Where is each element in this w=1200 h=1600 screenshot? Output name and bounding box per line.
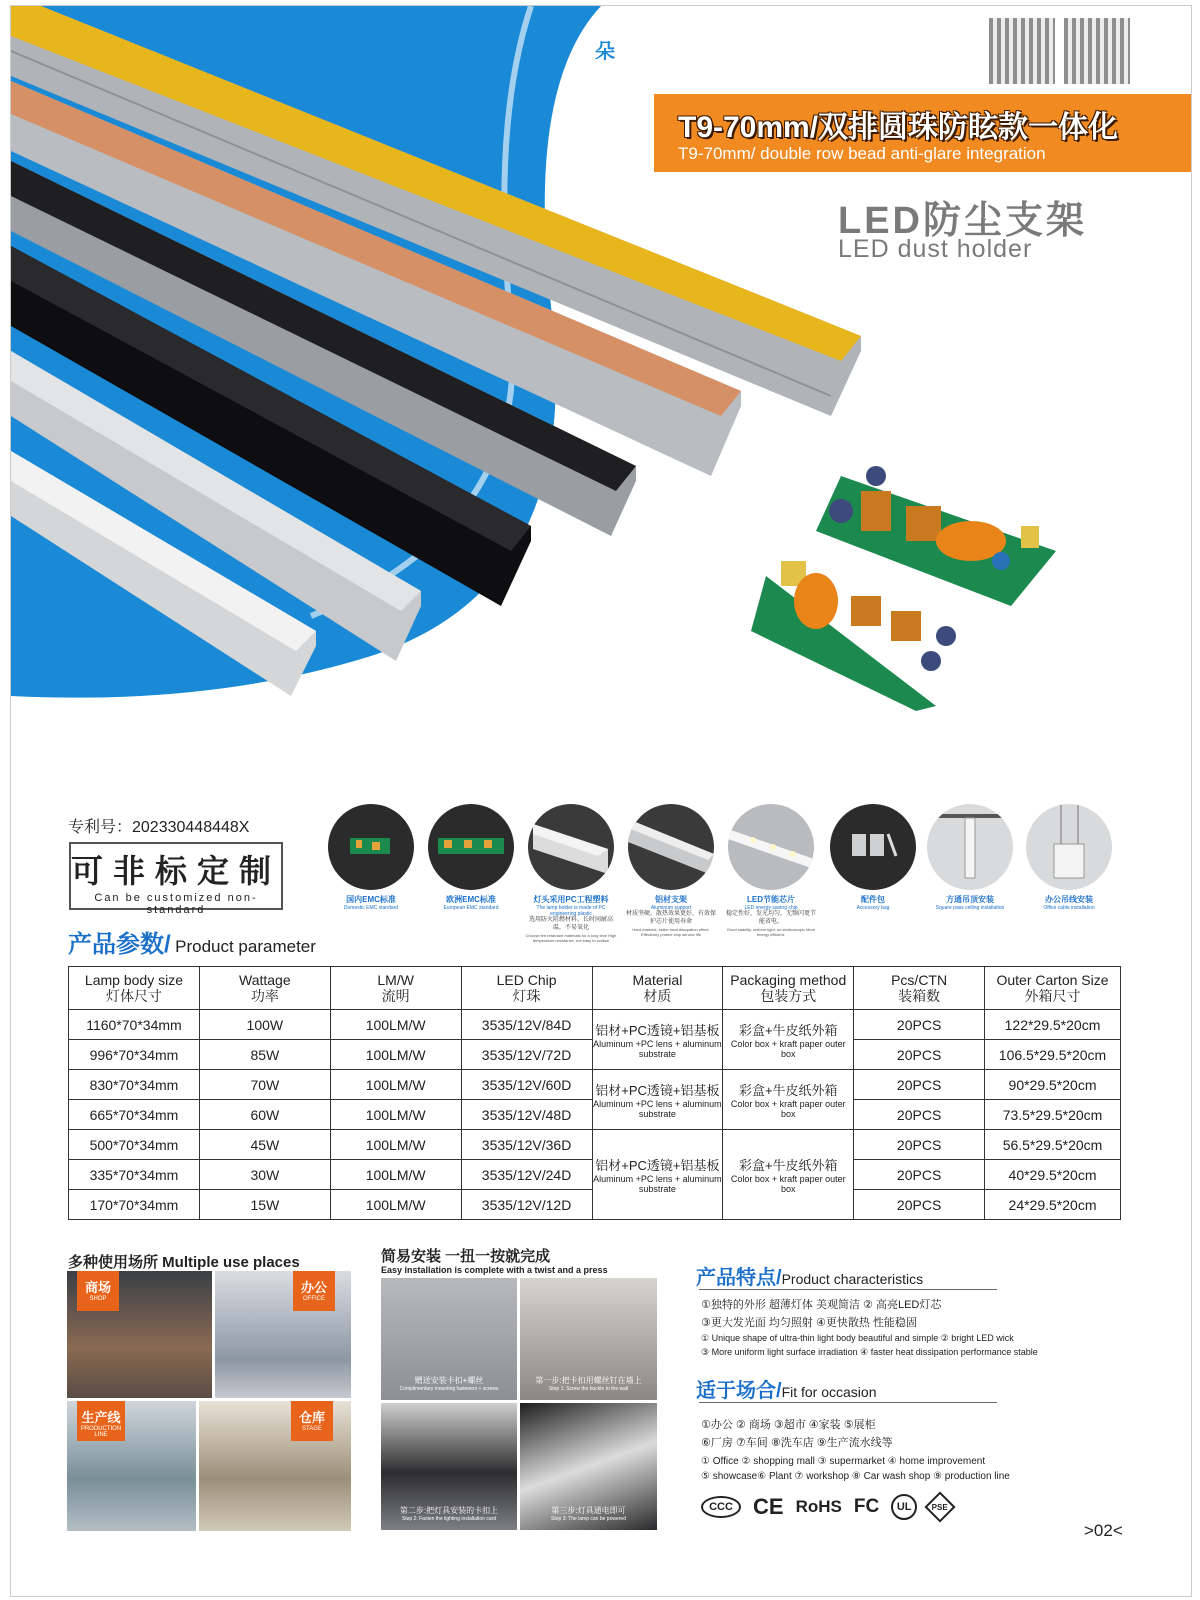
divider: [699, 1289, 997, 1290]
certification-logos: [701, 1494, 951, 1520]
lamp-holder-icon: [528, 804, 614, 890]
title-banner: [654, 94, 1191, 172]
qr-code-icon: [1064, 18, 1130, 84]
ceiling-install-icon: [927, 804, 1013, 890]
characteristic-line: ③ More uniform light surface irradiation ④ faster heat dissipation performance stable: [701, 1347, 1038, 1357]
feature-accessory-bag: 配件包 Accessory bag: [827, 804, 919, 911]
occasion-title: 适于场合/Fit for occasion: [696, 1380, 877, 1402]
ul-cert-icon: UL: [891, 1494, 917, 1520]
occasion-line: ⑤ showcase⑥ Plant ⑦ workshop ⑧ Car wash shop ⑨ production line: [701, 1471, 1010, 1482]
use-tile-shop: [67, 1271, 212, 1398]
feature-european-emc: 欧洲EMC标准 European EMC standard: [425, 804, 517, 911]
use-tile-production-line: [67, 1401, 196, 1531]
install-title: 简易安装 一扭一按就完成: [381, 1248, 551, 1265]
col-header: Wattage 功率: [199, 967, 330, 1010]
qr-code-icon: [989, 18, 1055, 84]
table-row: 830*70*34mm 70W 100LM/W 3535/12V/60D 铝材+PC透镜+铝基板 Aluminum +PC lens + aluminum substrate 彩盒+牛皮纸外箱 Color box + kraft paper outer box 20PCS 90*29.5*20cm: [69, 1070, 1121, 1100]
led-chip-icon: [728, 804, 814, 890]
col-header: LM/W 流明: [330, 967, 461, 1010]
brochure-page: [10, 5, 1192, 1597]
feature-pc-lamp-holder: 灯头采用PC工程塑料 The lamp holder is made of PC engineering plastic 选用防火阻燃材料，长时间耐高温，不易氧化 Choose fire retardant materials for a long time High temperature resistance, not easy to oxidize: [525, 804, 617, 943]
material-cell: 铝材+PC透镜+铝基板 Aluminum +PC lens + aluminum substrate: [592, 1130, 723, 1220]
brand-name-en: DUO SHENG LIGHTING: [632, 65, 773, 77]
title-en: T9-70mm/ double row bead anti-glare integration: [678, 144, 1046, 163]
aluminum-support-icon: [628, 804, 714, 890]
characteristic-line: ① Unique shape of ultra-thin light body beautiful and simple ② bright LED wick: [701, 1333, 1014, 1343]
install-step-tile: 赠送安装卡扣+螺丝 Complimentary mounting fasteners + screws: [381, 1278, 517, 1400]
table-row: 500*70*34mm 45W 100LM/W 3535/12V/36D 铝材+PC透镜+铝基板 Aluminum +PC lens + aluminum substrate 彩盒+牛皮纸外箱 Color box + kraft paper outer box 20PCS 56.5*29.5*20cm: [69, 1130, 1121, 1160]
install-step-tile: 第三步:灯具通电即可 Step 3: The lamp can be powered: [520, 1403, 657, 1530]
packaging-cell: 彩盒+牛皮纸外箱 Color box + kraft paper outer box: [723, 1130, 854, 1220]
use-tag: 生产线 PRODUCTION LINE: [77, 1401, 125, 1441]
brand-name-cn: 朵盛照明: [632, 30, 760, 63]
feature-aluminum-support: 铝材支架 Aluminum support 材质坚硬，散热效果更好，有效保护芯片使用寿命 Hard material, better heat dissipation effect, Effectively protect chip service life: [625, 804, 717, 937]
page-number: >02<: [1084, 1521, 1123, 1540]
feature-led-chip: LED节能芯片 LED energy-saving chip 稳定性好，发光均匀，无频闪更节能省电。 Good stability, uniform light, no stroboscopic More energy efficient.: [725, 804, 817, 937]
col-header: Outer Carton Size 外箱尺寸: [985, 967, 1121, 1010]
use-tag: 商场 SHOP: [77, 1271, 119, 1311]
col-header: Packaging method 包装方式: [723, 967, 854, 1010]
use-tile-office: [215, 1271, 351, 1398]
characteristics-title: 产品特点/Product characteristics: [696, 1267, 924, 1289]
patent-number: 专利号：202330448448X: [68, 819, 250, 836]
feature-domestic-emc: 国内EMC标准 Domestic EMC standard: [325, 804, 417, 911]
characteristic-line: ①独特的外形 超薄灯体 美观简洁 ② 高亮LED灯芯: [701, 1299, 942, 1311]
driver-pcb-board-bottom: [751, 561, 956, 711]
brand-logo-icon: 朵: [586, 30, 624, 68]
install-step-tile: 第一步:把卡扣用螺丝钉在墙上 Step 1: Screw the buckle to the wall: [520, 1278, 657, 1400]
brand-logo: [586, 21, 772, 77]
table-header-row: [69, 967, 1121, 1010]
fcc-cert-icon: FC: [853, 1496, 880, 1517]
params-title: [68, 924, 316, 959]
params-title-en: Product parameter: [175, 937, 316, 956]
pcb-board-icon: [428, 804, 514, 890]
title-cn: T9-70mm/双排圆珠防眩款一体化: [678, 111, 1119, 144]
characteristic-line: ③更大发光面 均匀照射 ④更快散热 性能稳固: [701, 1317, 917, 1329]
occasion-line: ①办公 ② 商场 ③超市 ④家装 ⑤展柜: [701, 1419, 876, 1431]
col-header: LED Chip 灯珠: [461, 967, 592, 1010]
feature-ceiling-installation: 方通吊顶安装 Square pass ceiling installation: [924, 804, 1016, 911]
uses-title: 多种使用场所 Multiple use places: [68, 1254, 300, 1271]
install-step-tile: 第二步:把灯具安装的卡扣上 Step 2: Fasten the lighting installation card: [381, 1403, 517, 1530]
ccc-cert-icon: CCC: [701, 1496, 741, 1518]
product-name-cn: LED防尘支架: [838, 200, 1088, 242]
params-title-cn: 产品参数/: [68, 931, 171, 958]
occasion-line: ⑥厂房 ⑦车间 ⑧洗车店 ⑨生产流水线等: [701, 1437, 893, 1449]
install-subtitle: Easy installation is complete with a twist and a press: [381, 1265, 608, 1275]
pcb-board-icon: [328, 804, 414, 890]
spec-table: [68, 966, 1121, 1220]
table-row: 170*70*34mm 15W 100LM/W 3535/12V/12D 20PCS 24*29.5*20cm: [69, 1190, 1121, 1220]
use-tag: 办公 OFFICE: [293, 1271, 335, 1311]
rohs-cert-icon: RoHS: [795, 1497, 842, 1516]
custom-badge: [69, 842, 283, 916]
ce-cert-icon: CE: [753, 1494, 784, 1519]
use-tag: 仓库 STAGE: [291, 1401, 333, 1441]
pse-cert-icon: PSE: [925, 1491, 956, 1522]
packaging-cell: 彩盒+牛皮纸外箱 Color box + kraft paper outer box: [723, 1070, 854, 1130]
driver-pcb-board-top: [816, 466, 1056, 606]
feature-cable-installation: 办公吊线安装 Office cable installation: [1023, 804, 1115, 911]
col-header: Pcs/CTN 装箱数: [854, 967, 985, 1010]
accessory-bag-icon: [830, 804, 916, 890]
hero-section: [11, 6, 1191, 766]
custom-badge-en: Can be customized non-standard: [94, 892, 258, 916]
material-cell: 铝材+PC透镜+铝基板 Aluminum +PC lens + aluminum substrate: [592, 1070, 723, 1130]
divider: [699, 1402, 997, 1403]
cable-install-icon: [1026, 804, 1112, 890]
use-tile-warehouse: [199, 1401, 351, 1531]
table-row: 335*70*34mm 30W 100LM/W 3535/12V/24D 20PCS 40*29.5*20cm: [69, 1160, 1121, 1190]
custom-badge-cn: 可非标定制: [71, 853, 282, 889]
table-row: 665*70*34mm 60W 100LM/W 3535/12V/48D 20PCS 73.5*29.5*20cm: [69, 1100, 1121, 1130]
table-row: 1160*70*34mm 100W 100LM/W 3535/12V/84D 铝材+PC透镜+铝基板 Aluminum +PC lens + aluminum substrate 彩盒+牛皮纸外箱 Color box + kraft paper outer box 20PCS 122*29.5*20cm: [69, 1010, 1121, 1040]
material-cell: 铝材+PC透镜+铝基板 Aluminum +PC lens + aluminum substrate: [592, 1010, 723, 1070]
product-name-en: LED dust holder: [838, 235, 1033, 263]
packaging-cell: 彩盒+牛皮纸外箱 Color box + kraft paper outer box: [723, 1010, 854, 1070]
table-row: 996*70*34mm 85W 100LM/W 3535/12V/72D 20PCS 106.5*29.5*20cm: [69, 1040, 1121, 1070]
col-header: Lamp body size 灯体尺寸: [69, 967, 200, 1010]
occasion-line: ① Office ② shopping mall ③ supermarket ④ home improvement: [701, 1456, 986, 1467]
col-header: Material 材质: [592, 967, 723, 1010]
